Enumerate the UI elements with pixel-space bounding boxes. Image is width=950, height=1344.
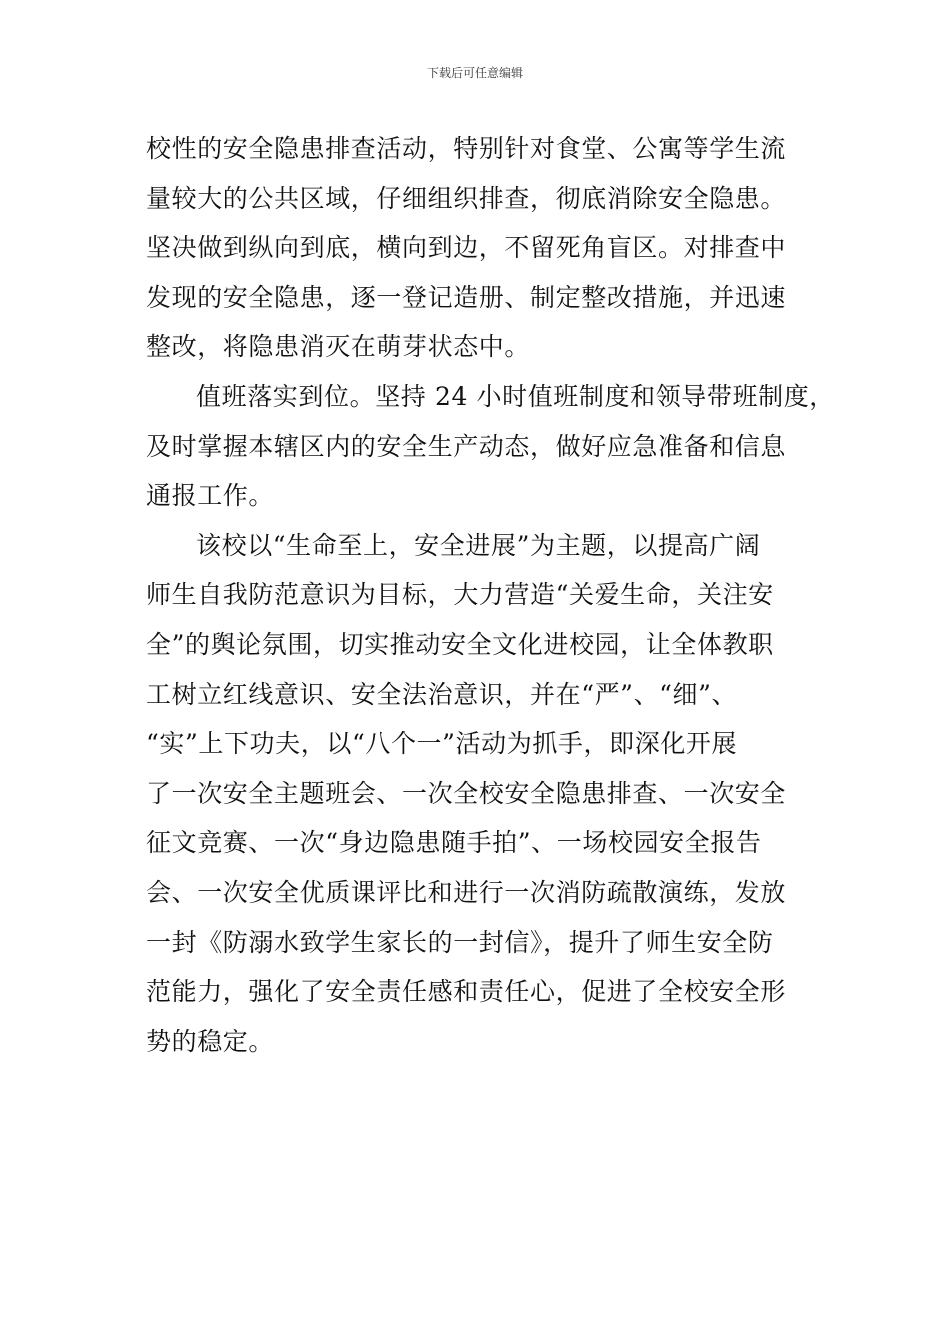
text-line: 坚决做到纵向到底，横向到边，不留死角盲区。对排查中 <box>146 233 787 263</box>
text-line: 了一次安全主题班会、一次全校安全隐患排查、一次安全 <box>146 778 787 808</box>
paragraph-3 <box>146 521 810 1067</box>
text-line: 征文竞赛、一次“身边隐患随手拍”、一场校园安全报告 <box>146 828 762 858</box>
text-line: 校性的安全隐患排查活动，特别针对食堂、公寓等学生流 <box>146 134 787 163</box>
document-body <box>146 124 835 1066</box>
text-line: 全”的舆论氛围，切实推动安全文化进校园，让全体教职 <box>146 629 774 659</box>
text-line: 通报工作。 <box>146 481 275 511</box>
paragraph-2 <box>146 372 835 521</box>
text-line: 范能力，强化了安全责任感和责任心，促进了全校安全形 <box>146 977 787 1007</box>
text-line: 会、一次安全优质课评比和进行一次消防疏散演练，发放 <box>146 877 787 907</box>
text-line: 工树立红线意识、安全法治意识，并在“严”、“细”、 <box>146 679 738 709</box>
text-line: 一封《防溺水致学生家长的一封信》，提升了师生安全防 <box>146 927 774 957</box>
page-header: 下载后可任意编辑 <box>426 66 523 80</box>
paragraph-1 <box>146 124 810 372</box>
text-line: 师生自我防范意识为目标，大力营造“关爱生命，关注安 <box>146 580 774 610</box>
text-line: 值班落实到位。坚持 24 小时值班制度和领导带班制度， <box>196 381 835 411</box>
text-line: “实”上下功夫，以“八个一”活动为抓手，即深化开展 <box>146 729 738 759</box>
text-line: 及时掌握本辖区内的安全生产动态，做好应急准备和信息 <box>146 431 787 461</box>
text-line: 该校以“生命至上，安全进展”为主题，以提高广阔 <box>196 530 761 560</box>
text-line: 量较大的公共区域，仔细组织排查，彻底消除安全隐患。 <box>146 183 787 213</box>
text-line: 整改，将隐患消灭在萌芽状态中。 <box>146 332 531 362</box>
text-line: 势的稳定。 <box>146 1026 275 1056</box>
text-line: 发现的安全隐患，逐一登记造册、制定整改措施，并迅速 <box>146 282 787 312</box>
